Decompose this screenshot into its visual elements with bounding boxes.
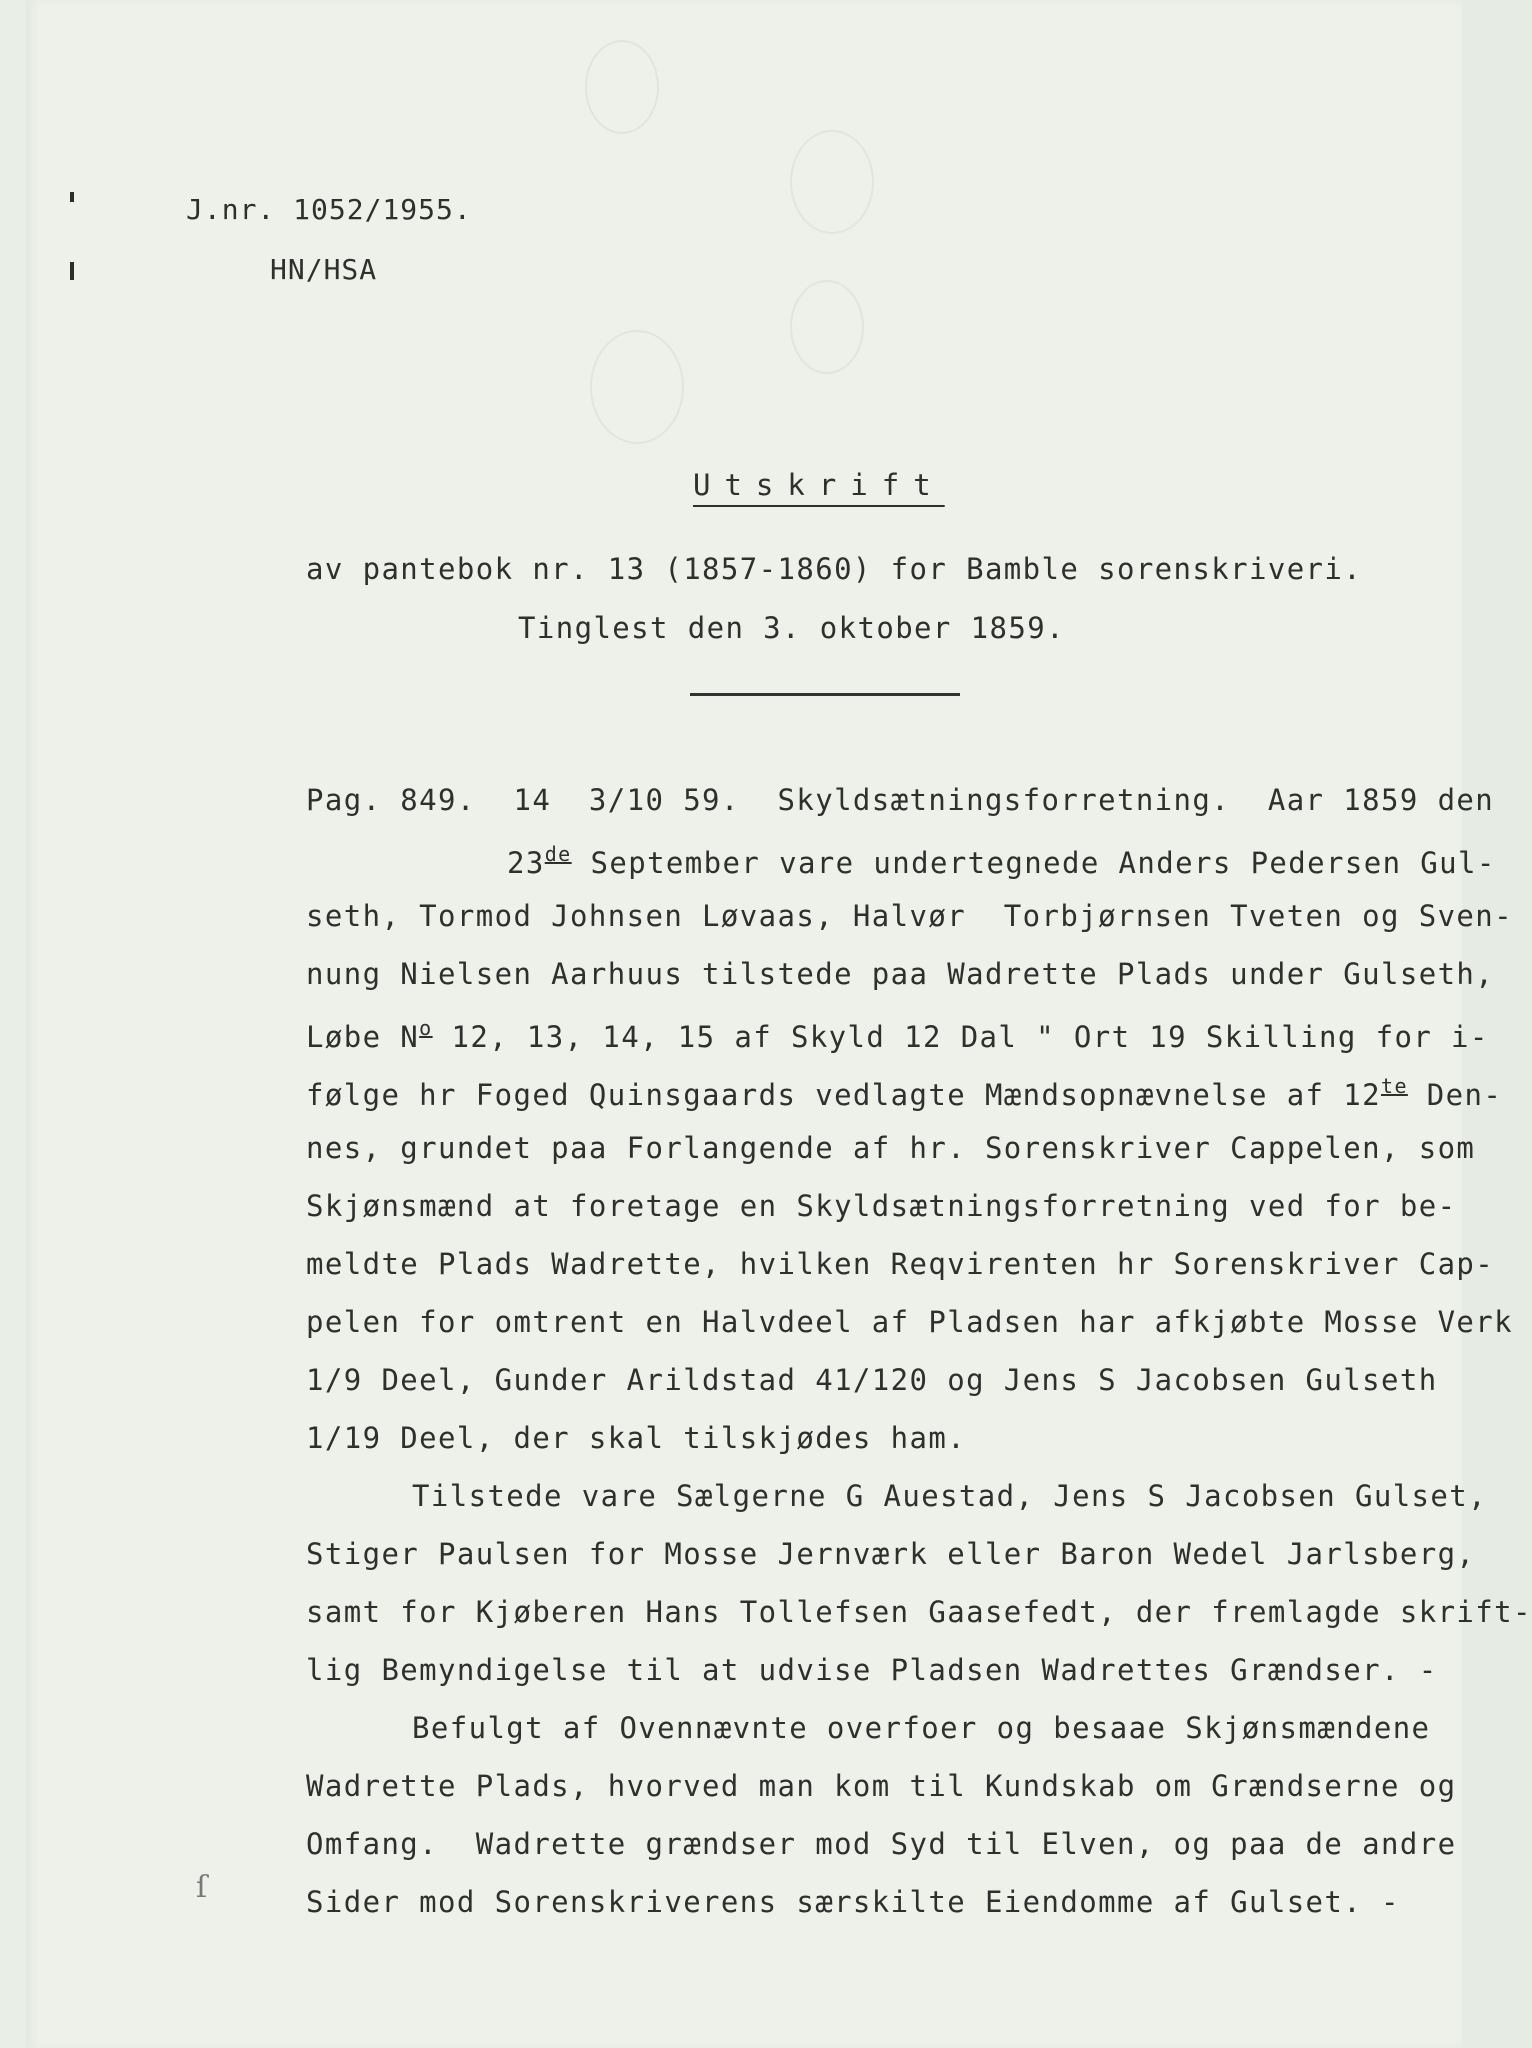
- body-line: Stiger Paulsen for Mosse Jernværk eller Baron Wedel Jarlsberg,: [306, 1537, 1476, 1571]
- faint-seal-mark: [585, 40, 659, 134]
- stray-pen-mark: ſ: [196, 1870, 208, 1905]
- body-line: Pag. 849. 14 3/10 59. Skyldsætningsforretning. Aar 1859 den: [306, 783, 1495, 817]
- body-text: Løbe N: [306, 1020, 420, 1054]
- body-line: 1/9 Deel, Gunder Arildstad 41/120 og Jens S Jacobsen Gulseth: [306, 1363, 1438, 1397]
- body-text: September vare undertegnede Anders Pedersen Gul-: [571, 846, 1496, 880]
- margin-tick: [70, 192, 74, 202]
- body-line: [306, 1018, 1489, 1052]
- body-text: Den-: [1407, 1078, 1503, 1112]
- body-line: Omfang. Wadrette grændser mod Syd til Elven, og paa de andre: [306, 1827, 1457, 1861]
- body-line: Befulgt af Ovennævnte overfoer og besaae Skjønsmændene: [412, 1711, 1431, 1745]
- body-line: meldte Plads Wadrette, hvilken Reqvirenten hr Sorenskriver Cap-: [306, 1247, 1495, 1281]
- body-line: samt for Kjøberen Hans Tollefsen Gaasefedt, der fremlagde skrift-: [306, 1595, 1532, 1629]
- ordinal-suffix: de: [544, 842, 572, 866]
- ordinal-suffix: te: [1381, 1074, 1408, 1098]
- body-line: seth, Tormod Johnsen Løvaas, Halvør Torbjørnsen Tveten og Sven-: [306, 899, 1514, 933]
- body-line: nes, grundet paa Forlangende af hr. Sorenskriver Cappelen, som: [306, 1131, 1476, 1165]
- body-line: nung Nielsen Aarhuus tilstede paa Wadrette Plads under Gulseth,: [306, 957, 1495, 991]
- numero-suffix: o: [419, 1016, 433, 1040]
- faint-seal-mark: [790, 130, 874, 234]
- faint-seal-mark: [790, 280, 864, 374]
- body-line: Sider mod Sorenskriverens særskilte Eiendomme af Gulset. -: [306, 1885, 1400, 1919]
- body-line: Skjønsmænd at foretage en Skyldsætningsforretning ved for be-: [306, 1189, 1457, 1223]
- body-line: [306, 1076, 1502, 1110]
- body-text: 12, 13, 14, 15 af Skyld 12 Dal " Ort 19 Skilling for i-: [432, 1020, 1489, 1054]
- body-line: 1/19 Deel, der skal tilskjødes ham.: [306, 1421, 967, 1455]
- initials: HN/HSA: [270, 253, 378, 286]
- body-line: pelen for omtrent en Halvdeel af Pladsen har afkjøbte Mosse Verk: [306, 1305, 1514, 1339]
- document-title: Utskrift: [693, 468, 945, 502]
- faint-seal-mark: [590, 330, 684, 444]
- subtitle-line: av pantebok nr. 13 (1857-1860) for Bamble sorenskriveri.: [306, 552, 1363, 586]
- subtitle-line: Tinglest den 3. oktober 1859.: [518, 611, 1065, 645]
- divider-rule: [690, 693, 960, 696]
- body-text: følge hr Foged Quinsgaards vedlagte Mændsopnævnelse af 12: [306, 1078, 1381, 1112]
- body-line: Tilstede vare Sælgerne G Auestad, Jens S Jacobsen Gulset,: [412, 1479, 1487, 1513]
- body-line: [507, 844, 1496, 878]
- body-line: lig Bemyndigelse til at udvise Pladsen Wadrettes Grændser. -: [306, 1653, 1438, 1687]
- body-line: Wadrette Plads, hvorved man kom til Kundskab om Grændserne og: [306, 1769, 1457, 1803]
- margin-tick: [70, 262, 74, 280]
- journal-number: J.nr. 1052/1955.: [186, 193, 472, 226]
- body-text: 23: [507, 846, 545, 880]
